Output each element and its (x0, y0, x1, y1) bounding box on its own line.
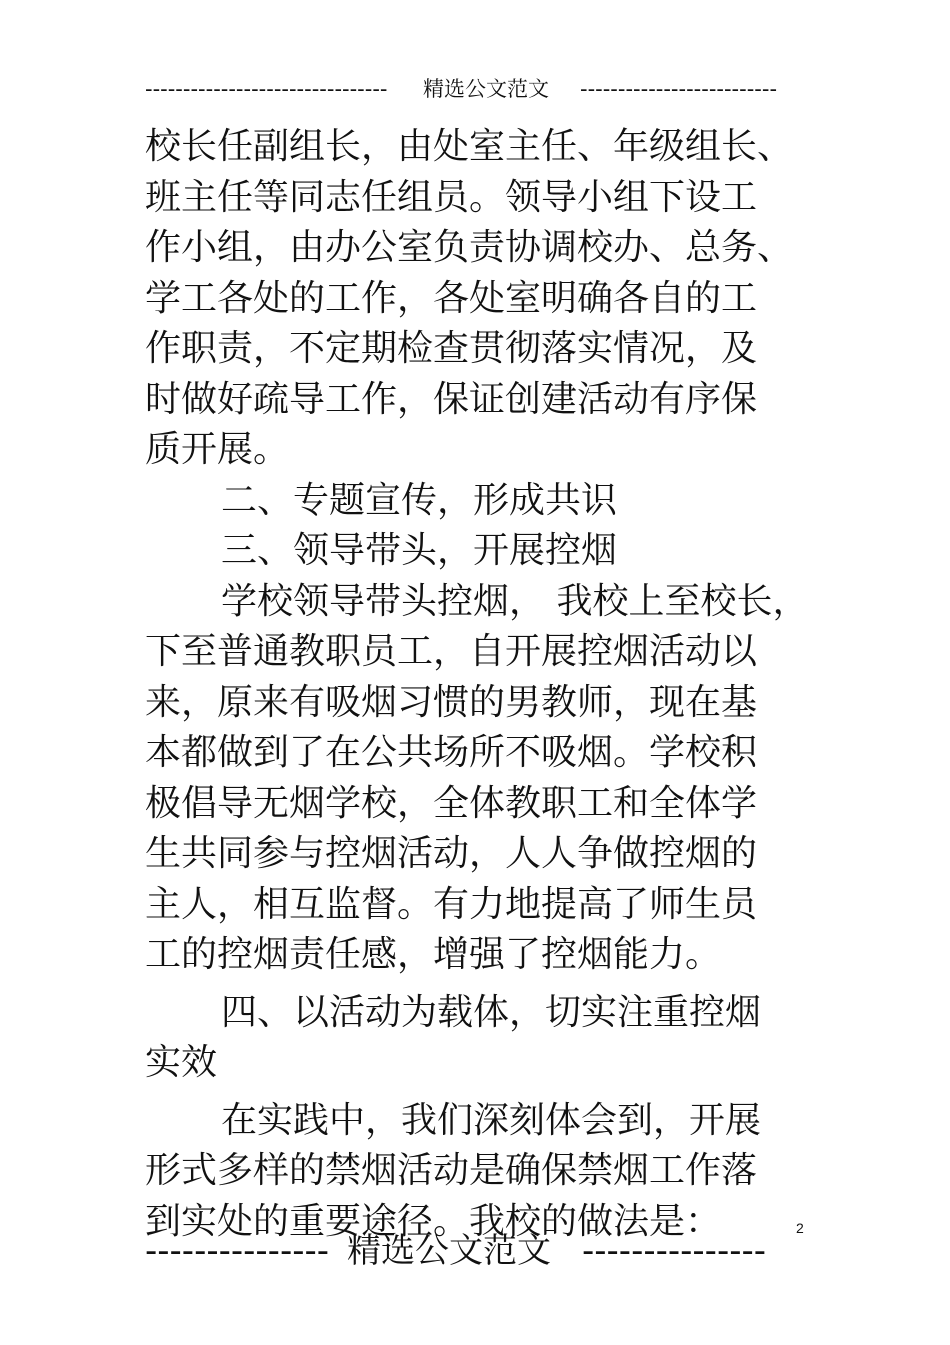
page-number: 2 (796, 1220, 804, 1236)
body-line: 在实践中，我们深刻体会到，开展 (221, 1099, 762, 1141)
body-line: 形式多样的禁烟活动是确保禁烟工作落 (145, 1150, 758, 1191)
header-title: 精选公文范文 (423, 77, 549, 101)
page-header (145, 74, 778, 104)
body-line: 班主任等同志任组员。领导小组下设工 (145, 176, 758, 218)
footer-dash-right: --------------- (582, 1231, 767, 1271)
section-heading: 四、以活动为载体，切实注重控烟 (221, 991, 762, 1033)
body-line: 到实处的重要途径。我校的做法是： (145, 1200, 722, 1242)
body-line: 校长任副组长，由处室主任、年级组长、 (145, 126, 794, 167)
footer-dash-left: --------------- (145, 1231, 330, 1271)
header-dash-left: -------------------------------- (145, 77, 388, 101)
body-line: 学工各处的工作，各处室明确各自的工 (145, 277, 758, 319)
body-line: 作小组，由办公室负责协调校办、总务、 (145, 227, 794, 268)
header-dash-right: -------------------------- (580, 77, 778, 101)
page-footer (145, 1226, 775, 1276)
body-line: 质开展。 (145, 429, 290, 470)
body-line: 下至普通教职员工，自开展控烟活动以 (145, 631, 758, 672)
body-line: 作职责，不定期检查贯彻落实情况，及 (145, 328, 758, 369)
section-heading: 二、专题宣传，形成共识 (221, 479, 618, 521)
body-line: 时做好疏导工作，保证创建活动有序保 (145, 378, 758, 420)
footer-title: 精选公文范文 (347, 1231, 551, 1271)
body-line: 工的控烟责任感，增强了控烟能力。 (145, 934, 722, 975)
body-line: 生共同参与控烟活动，人人争做控烟的 (145, 833, 758, 874)
body-line: 学校领导带头控烟， 我校上至校长， (221, 580, 809, 622)
body-line: 本都做到了在公共场所不吸烟。学校积 (145, 732, 758, 773)
section-heading: 三、领导带头，开展控烟 (221, 530, 618, 571)
section-heading-continued: 实效 (145, 1042, 218, 1083)
body-line: 来，原来有吸烟习惯的男教师，现在基 (145, 681, 758, 723)
body-text (145, 122, 809, 1247)
body-line: 主人，相互监督。有力地提高了师生员 (145, 883, 758, 925)
body-line: 极倡导无烟学校，全体教职工和全体学 (145, 782, 758, 824)
